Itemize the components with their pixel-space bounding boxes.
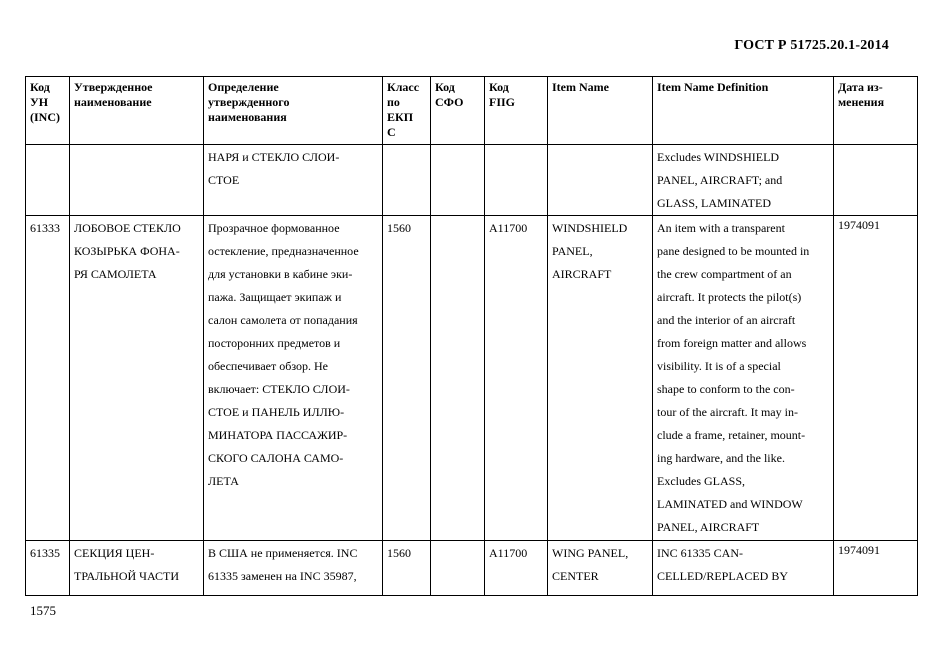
cell-item-name: WINDSHIELD PANEL, AIRCRAFT: [548, 216, 653, 541]
cell-approved-name: [70, 145, 204, 216]
cell-definition: НАРЯ и СТЕКЛО СЛОИ- СТОЕ: [204, 145, 383, 216]
classification-table: [25, 76, 918, 596]
page-number: 1575: [30, 603, 56, 618]
cell-inc: 61333: [26, 216, 70, 541]
cell-item-definition: An item with a transparent pane designed to be mounted in the crew compartment of an aircraft. It protects the pilot(s) and the interior of an aircraft from foreign matter and allows visibility. It is of a special shape to conform to the con- tour of the aircraft. It may in- clude a frame, retainer, mount- ing hardware, and the like. Excludes GLASS, LAMINATED and WINDOW PANEL, AIRCRAFT: [653, 216, 834, 541]
cell-approved-name: ЛОБОВОЕ СТЕКЛО КОЗЫРЬКА ФОНА- РЯ САМОЛЕТА: [70, 216, 204, 541]
col-header-approved-name: Утвержденное наименование: [70, 77, 204, 145]
col-header-inc: Код УН (INC): [26, 77, 70, 145]
col-header-fiig: Код FIIG: [485, 77, 548, 145]
cell-definition: В США не применяется. INC 61335 заменен на INC 35987,: [204, 541, 383, 596]
cell-class: 1560: [383, 216, 431, 541]
col-header-item-name: Item Name: [548, 77, 653, 145]
standard-designation: ГОСТ Р 51725.20.1-2014: [734, 38, 889, 53]
col-header-change-date: Дата из- менения: [834, 77, 918, 145]
cell-fiig: A11700: [485, 216, 548, 541]
cell-inc: [26, 145, 70, 216]
cell-class: [383, 145, 431, 216]
cell-item-name: WING PANEL, CENTER: [548, 541, 653, 596]
cell-change-date: 1974091: [834, 541, 918, 596]
col-header-definition: Определение утвержденного наименования: [204, 77, 383, 145]
table-row: [26, 216, 918, 541]
table-header-row: [26, 77, 918, 145]
cell-item-name: [548, 145, 653, 216]
cell-fiig: [485, 145, 548, 216]
cell-fiig: A11700: [485, 541, 548, 596]
table-row: [26, 145, 918, 216]
cell-approved-name: СЕКЦИЯ ЦЕН- ТРАЛЬНОЙ ЧАСТИ: [70, 541, 204, 596]
cell-change-date: 1974091: [834, 216, 918, 541]
table-row: [26, 541, 918, 596]
col-header-item-definition: Item Name Definition: [653, 77, 834, 145]
cell-definition: Прозрачное формованное остекление, предназначенное для установки в кабине эки- пажа. Защищает экипаж и салон самолета от попадания посторонних предметов и обеспечивает обзор. Не включает: СТЕКЛО СЛОИ- СТОЕ и ПАНЕЛЬ ИЛЛЮ- МИНАТОРА ПАССАЖИР- СКОГО САЛОНА САМО- ЛЕТА: [204, 216, 383, 541]
cell-inc: 61335: [26, 541, 70, 596]
col-header-sfo: Код СФО: [431, 77, 485, 145]
cell-class: 1560: [383, 541, 431, 596]
cell-sfo: [431, 216, 485, 541]
cell-change-date: [834, 145, 918, 216]
cell-item-definition: INC 61335 CAN- CELLED/REPLACED BY: [653, 541, 834, 596]
cell-sfo: [431, 145, 485, 216]
cell-item-definition: Excludes WINDSHIELD PANEL, AIRCRAFT; and GLASS, LAMINATED: [653, 145, 834, 216]
col-header-class: Класс по ЕКП С: [383, 77, 431, 145]
cell-sfo: [431, 541, 485, 596]
